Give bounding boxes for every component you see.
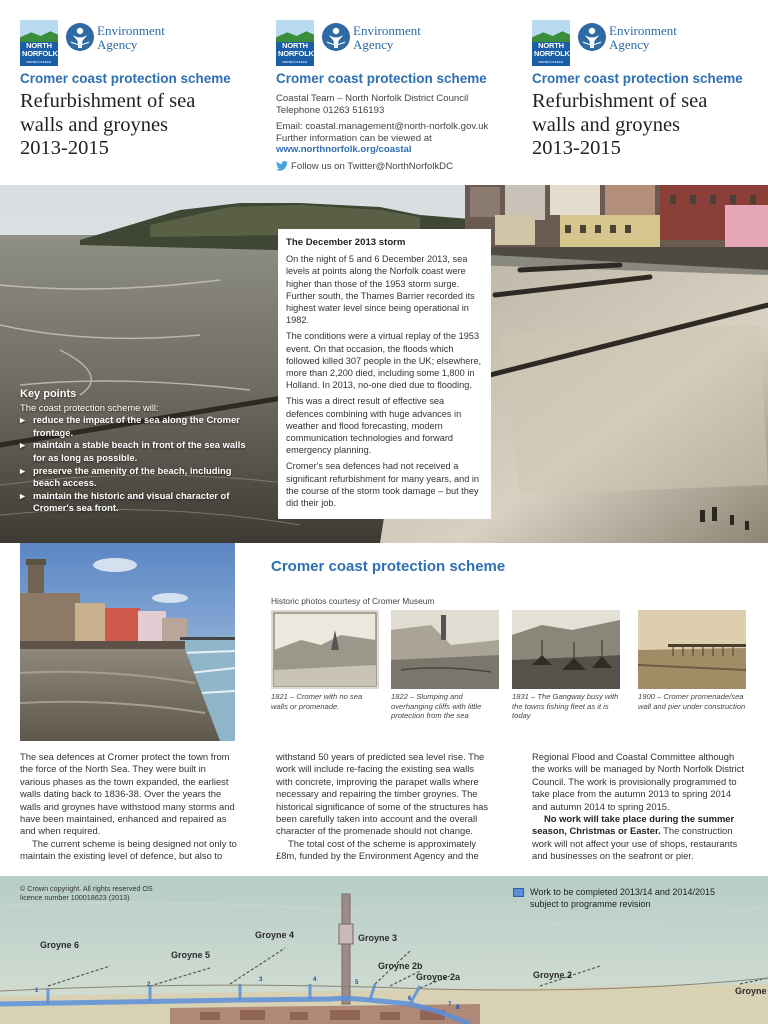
body-paragraph: The current scheme is being designed not only to maintain the existing level of defence, but also to xyxy=(20,837,237,862)
body-paragraph: withstand 50 years of predicted sea level rise. The work will include re-facing the existing sea walls with concrete, improving the parapet walls where necessary and repairing the timber groynes. The historical significance of some of the structures has been carefully taken into account and the overall character of the promenade should not change. xyxy=(276,751,489,837)
groyne-2-label: Groyne 2 xyxy=(533,970,573,980)
groyne-5-label: Groyne 5 xyxy=(171,950,211,960)
contact-info xyxy=(276,93,506,172)
map-section-number: 3 xyxy=(259,977,263,983)
scheme-title: Cromer coast protection scheme xyxy=(20,71,231,86)
logo-row xyxy=(532,20,732,66)
nn-logo-small-text: DISTRICT COUNCIL xyxy=(538,60,564,64)
map-section-number: 2 xyxy=(147,982,151,988)
twitter-bird-icon xyxy=(276,161,288,171)
contact-phone[interactable]: Telephone 01263 516193 xyxy=(276,104,385,116)
ea-logo-text: Environment Agency xyxy=(97,23,165,52)
body-column-2 xyxy=(276,751,493,863)
north-norfolk-logo xyxy=(532,20,570,66)
body-paragraph: The sea defences at Cromer protect the town from the force of the North Sea. They were built in various phases as the town expanded, the earliest walls dating back to 1836-38. Over the years the walls and groynes have withstood many storms and have been maintained, enhanced and repaired as and when required. xyxy=(20,751,235,837)
storm-info-box xyxy=(278,229,491,519)
groyne-1-label: Groyne xyxy=(735,986,767,996)
twitter-handle: Follow us on Twitter@NorthNorfolkDC xyxy=(291,160,454,172)
map-section-number: 4 xyxy=(313,977,317,983)
cromer-illustration xyxy=(20,543,235,741)
body-column-3 xyxy=(532,751,749,863)
key-points-intro: The coast protection scheme will: xyxy=(20,401,159,413)
twitter-follow[interactable] xyxy=(276,161,506,173)
storm-paragraph: On the night of 5 and 6 December 2013, sea levels at points along the Norfolk coast were higher than those of the 1953 storm surge. Further south, the Thames Barrier recorded its highest water level since being operational in 1982. xyxy=(286,254,475,326)
map-copyright: © Crown copyright. All rights reserved OS licence number 100018623 (2013) xyxy=(20,884,153,902)
list-item: ▸ reduce the impact of the sea along the Cromer frontage. xyxy=(20,414,250,439)
key-points-list xyxy=(20,414,250,515)
photo-credit: Historic photos courtesy of Cromer Museum xyxy=(271,596,435,606)
historic-caption: 1822 – Slumping and overhanging cliffs with little protection from the sea xyxy=(391,692,482,721)
nn-logo-text: NORTH NORFOLK xyxy=(278,41,314,58)
ea-logo-text: Environment Agency xyxy=(353,23,421,52)
scheme-title: Cromer coast protection scheme xyxy=(276,71,487,86)
cover-panel xyxy=(0,0,256,185)
notice-rest: The construction work will not affect your use of shops, restaurants and businesses on the seafront or pier. xyxy=(532,825,738,862)
body-paragraph: Regional Flood and Coastal Committee although the works will be managed by North Norfolk District Council. The work is provisionally programmed to take place from the autumn 2013 to spring 2014 and autumn 2014 to spring 2015. xyxy=(532,751,745,812)
cover-panel-duplicate xyxy=(512,0,768,185)
page-title: Refurbishment of sea walls and groynes 2013-2015 xyxy=(532,90,708,159)
map-legend xyxy=(513,887,715,910)
contact-email[interactable]: Email: coastal.management@north-norfolk.gov.uk xyxy=(276,121,489,132)
logo-row xyxy=(276,20,476,66)
website-link[interactable]: www.northnorfolk.org/coastal xyxy=(276,144,412,155)
groyne-2b-label: Groyne 2b xyxy=(378,961,423,971)
historic-photo xyxy=(271,610,379,711)
nn-logo-text: NORTH NORFOLK xyxy=(22,41,58,58)
legend-swatch xyxy=(513,888,524,897)
key-points-title: Key points xyxy=(20,388,77,400)
historic-image-1822 xyxy=(391,610,499,689)
body-paragraph xyxy=(532,813,749,863)
historic-photo xyxy=(391,610,499,721)
north-norfolk-logo xyxy=(20,20,58,66)
list-item: ▸ maintain a stable beach in front of the sea walls for as long as possible. xyxy=(20,439,250,464)
body-column-1 xyxy=(20,751,237,863)
historic-photo xyxy=(638,610,746,711)
storm-paragraph: Cromer's sea defences had not received a significant refurbishment for many years, and in the course of the storm took damage – but they did their job. xyxy=(286,461,480,509)
body-paragraph: The total cost of the scheme is approximately £8m, funded by the Environment Agency and the xyxy=(276,837,479,862)
contact-panel xyxy=(256,0,512,185)
groyne-3-label: Groyne 3 xyxy=(358,933,398,943)
map-section-number: 6 xyxy=(408,996,412,1002)
groyne-2a-label: Groyne 2a xyxy=(416,972,461,982)
ea-logo-text: Environment Agency xyxy=(609,23,677,52)
historic-image-1900 xyxy=(638,610,746,689)
logo-row xyxy=(20,20,220,66)
groyne-6-label: Groyne 6 xyxy=(40,940,80,950)
historic-caption: 1831 – The Gangway busy with the towns fishing fleet as it is today xyxy=(512,692,619,721)
page-title: Refurbishment of sea walls and groynes 2013-2015 xyxy=(20,90,196,159)
environment-agency-logo-icon xyxy=(65,22,95,52)
map-section-number: 5 xyxy=(355,980,359,986)
storm-paragraph: The conditions were a virtual replay of the 1953 event. On that occasion, the floods which followed killed 307 people in the UK; elsewhere, more than 2,200 died, including some 1,800 in Holland. In 2013, no-one died due to flooding. xyxy=(286,331,482,391)
map-section-number: 1 xyxy=(35,988,39,994)
environment-agency-logo-icon xyxy=(577,22,607,52)
historic-caption: 1900 – Cromer promenade/sea wall and pier under construction xyxy=(638,692,746,711)
north-norfolk-logo xyxy=(276,20,314,66)
map-section-number: 8 xyxy=(456,1005,460,1011)
section-title: Cromer coast protection scheme xyxy=(271,558,506,575)
nn-logo-text: NORTH NORFOLK xyxy=(534,41,570,58)
historic-image-1821 xyxy=(271,610,379,689)
scheme-title: Cromer coast protection scheme xyxy=(532,71,743,86)
historic-caption: 1821 – Cromer with no sea walls or promenade. xyxy=(271,692,363,711)
further-info-text: Further information can be viewed at xyxy=(276,132,432,144)
groyne-4-label: Groyne 4 xyxy=(255,930,295,940)
scheme-map xyxy=(0,876,768,1024)
contact-team: Coastal Team – North Norfolk District Council xyxy=(276,93,469,104)
historic-photo xyxy=(512,610,620,721)
nn-logo-small-text: DISTRICT COUNCIL xyxy=(26,60,52,64)
nn-logo-small-text: DISTRICT COUNCIL xyxy=(282,60,308,64)
storm-paragraph: This was a direct result of effective sea defences combining with huge advances in weather and flood forecasting, modern communication technologies and forward emergency planning. xyxy=(286,396,462,456)
list-item: ▸ preserve the amenity of the beach, including beach access. xyxy=(20,465,250,490)
cromer-town-photo xyxy=(20,543,235,741)
storm-title: The December 2013 storm xyxy=(286,237,406,248)
list-item: ▸ maintain the historic and visual character of Cromer's sea front. xyxy=(20,490,250,515)
historic-image-1831 xyxy=(512,610,620,689)
legend-text: Work to be completed 2013/14 and 2014/2015 subject to programme revision xyxy=(530,887,715,909)
bold-notice: No work will take place during the summer season, Christmas or Easter. xyxy=(532,813,735,837)
map-section-number: 7 xyxy=(448,1002,452,1008)
key-points xyxy=(20,388,250,515)
environment-agency-logo-icon xyxy=(321,22,351,52)
